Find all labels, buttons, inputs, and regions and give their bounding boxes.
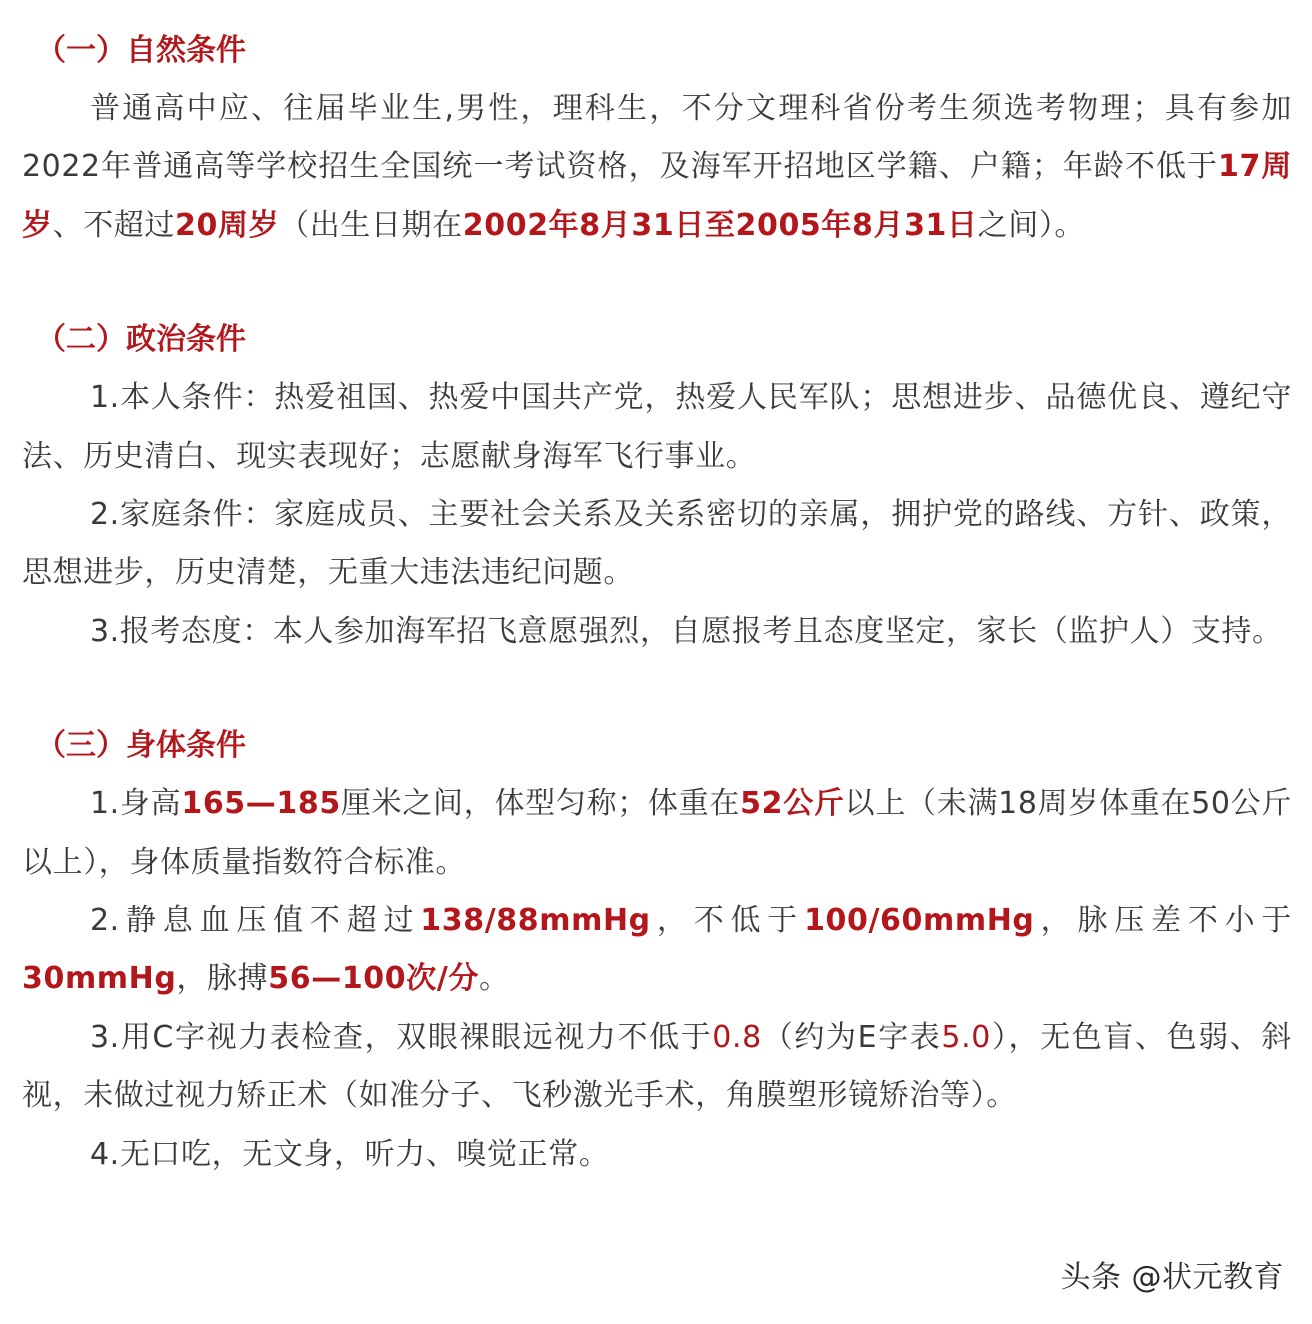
text-span: 普通高中应、往届毕业生,男性，理科生，不分文理科省份考生须选考物理；具有参加2022年普通高等学校招生全国统一考试资格，及海军开招地区学籍、户籍；年龄不低于 <box>22 91 1292 185</box>
text-span: 、不超过 <box>52 207 176 243</box>
text-span: 以上（未满18周岁体重在50公斤以上），身体质量指数符合标准。 <box>22 786 1292 880</box>
weight-highlight: 52公斤 <box>740 786 845 822</box>
physical-vision-paragraph <box>22 1009 1292 1126</box>
physical-height-weight-paragraph <box>22 775 1292 892</box>
vision-c-chart-highlight: 0.8 <box>712 1019 762 1055</box>
pulse-rate-highlight: 56—100次/分 <box>268 961 479 997</box>
max-age-highlight: 20周岁 <box>175 207 280 243</box>
political-family-paragraph: 2.家庭条件：家庭成员、主要社会关系及关系密切的亲属，拥护党的路线、方针、政策，思想进步，历史清楚，无重大违法违纪问题。 <box>22 497 1292 591</box>
political-attitude-paragraph: 3.报考态度：本人参加海军招飞意愿强烈，自愿报考且态度坚定，家长（监护人）支持。 <box>90 613 1283 649</box>
height-range-highlight: 165—185 <box>181 786 341 822</box>
text-span: ，不低于 <box>650 903 805 939</box>
birthdate-range-highlight: 2002年8月31日至2005年8月31日 <box>462 207 978 243</box>
section-spacer <box>22 661 1292 717</box>
document-body <box>22 22 1292 1184</box>
bp-min-highlight: 100/60mmHg <box>804 903 1035 939</box>
section-heading-natural: （一）自然条件 <box>36 33 246 68</box>
physical-blood-pressure-paragraph <box>22 892 1292 1009</box>
text-span: ），无色盲、色弱、斜视，未做过视力矫正术（如准分子、飞秒激光手术，角膜塑形镜矫治等）。 <box>22 1019 1293 1114</box>
section-heading-political: （二）政治条件 <box>36 322 246 358</box>
bp-max-highlight: 138/88mmHg <box>420 903 651 939</box>
text-span: （出生日期在 <box>279 207 463 243</box>
text-span: 。 <box>479 961 510 997</box>
watermark-text: 头条 @状元教育 <box>1060 1260 1284 1295</box>
physical-other-paragraph: 4.无口吃，无文身，听力、嗅觉正常。 <box>90 1136 610 1172</box>
text-span: ，脉搏 <box>176 961 269 997</box>
text-span: （约为E字表 <box>761 1019 942 1055</box>
text-span: 之间）。 <box>977 207 1086 243</box>
min-age-highlight: 17周岁 <box>22 149 1292 243</box>
pulse-pressure-highlight: 30mmHg <box>22 961 177 997</box>
text-span: 厘米之间，体型匀称；体重在 <box>340 786 741 822</box>
political-personal-paragraph: 1.本人条件：热爱祖国、热爱中国共产党，热爱人民军队；思想进步、品德优良、遵纪守法、历史清白、现实表现好；志愿献身海军飞行事业。 <box>22 380 1292 474</box>
natural-conditions-paragraph <box>22 80 1292 255</box>
vision-e-chart-highlight: 5.0 <box>941 1019 991 1055</box>
text-span: 3.用C字视力表检查，双眼裸眼远视力不低于 <box>90 1019 713 1055</box>
text-span: 2.静息血压值不超过 <box>90 903 421 939</box>
text-span: ，脉压差不小于 <box>1034 903 1292 939</box>
section-heading-physical: （三）身体条件 <box>36 728 246 764</box>
section-spacer <box>22 255 1292 311</box>
text-span: 1.身高 <box>90 786 182 822</box>
